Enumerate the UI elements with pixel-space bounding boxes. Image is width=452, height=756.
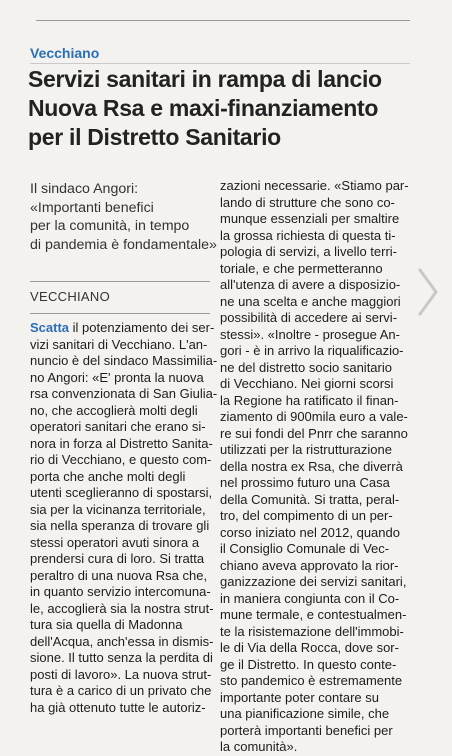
article-line: rsa convenzionata di San Giulia- (30, 386, 218, 401)
article-line: toriale, e che permetteranno (220, 260, 383, 276)
article-column-right (220, 178, 416, 756)
article-line: ne una scelta e anche maggiori (220, 293, 401, 309)
article-line: corso iniziato nel 2012, quando (220, 524, 400, 540)
article-line: ziamento di 900mila euro a vale- (220, 409, 408, 424)
article-line: nel prossimo futuro una Casa (220, 475, 390, 490)
article-column-left (30, 320, 218, 716)
byline-rule-bottom (30, 313, 210, 314)
article-line: il Consiglio Comunale di Vec- (220, 541, 390, 556)
article-line: zazioni necessarie. «Stiamo par- (220, 178, 409, 193)
headline-line: per il Distretto Sanitario (28, 124, 281, 150)
headline-line: Nuova Rsa e maxi-finanziamento (28, 95, 379, 121)
article-line: ha già ottenuto tutte le autoriz- (30, 699, 206, 715)
article-line: no Angori: «E' pronta la nuova (30, 369, 204, 385)
article-line: vizi sanitari di Vecchiano. L'an- (30, 336, 208, 352)
article-line: sia nella speranza di trovare gli (30, 518, 210, 533)
section-rule (30, 63, 410, 64)
next-page-chevron-icon[interactable] (412, 262, 442, 322)
article-line: nora in forza al Distretto Sanita- (30, 435, 213, 451)
subtitle-line: «Importanti benefici (30, 199, 154, 216)
article-line: porta che anche molti degli (30, 468, 186, 484)
article-line: utenti sceglieranno di spostarsi, (30, 485, 213, 500)
article-line: sia per la vicinanza territoriale, (30, 501, 206, 517)
headline-line: Servizi sanitari in rampa di lancio (28, 66, 382, 92)
article-line: ne del distretto socio sanitario (220, 359, 392, 375)
article-line: ge il Distretto. In questo conte- (220, 656, 397, 672)
subtitle-line: Il sindaco Angori: (30, 181, 139, 197)
page-top-margin (0, 0, 452, 36)
article-line: prendersi cura di loro. Si tratta (30, 551, 205, 566)
article-line: tura sia quella di Madonna (30, 617, 183, 632)
article-line: le, accoglierà sia la nostra strut- (30, 600, 214, 616)
article-line: della Comunità. Si tratta, peral- (220, 491, 400, 507)
article-line: tura è a carico di un privato che (30, 683, 212, 698)
article-line (30, 320, 215, 337)
subtitle-line: per la comunità, in tempo (30, 218, 190, 234)
article-line: rio di Vecchiano, e questo com- (30, 452, 212, 467)
article-line: gori - è in arrivo la riqualificazio- (220, 343, 404, 358)
article-line: nuncio è del sindaco Massimilia- (30, 353, 218, 368)
article-line: della nostra ex Rsa, che diverrà (220, 458, 403, 474)
article-line: pologia di servizi, a livello terri- (220, 244, 398, 259)
article-line: lando di strutture che sono co- (220, 194, 395, 210)
article-line: la grossa richiesta di questa ti- (220, 227, 396, 243)
article-line: possibilità di accedere ai servi- (220, 310, 398, 325)
article-line: te la risistemazione dell'immobi- (220, 623, 404, 639)
subtitle-line: di pandemia è fondamentale» (30, 236, 217, 253)
article-line: la Regione ha ratificato il finan- (220, 392, 399, 408)
article-line: tro, del compimento di un per- (220, 508, 393, 523)
article-line: chiano aveva approvato la rior- (220, 557, 399, 573)
byline-rule-top (30, 281, 210, 282)
article-line: ganizzazione dei servizi sanitari, (220, 574, 407, 589)
article-line: importante poter contare su (220, 689, 379, 705)
article-line: utilizzati per la ristrutturazione (220, 442, 392, 457)
lead-word: Scatta (30, 320, 70, 335)
article-line: no, che accoglierà molti degli (30, 402, 198, 418)
article-line: in quanto servizio intercomuna- (30, 584, 211, 599)
byline: VECCHIANO (30, 289, 110, 304)
article-line: stessi operatori avuti sinora a (30, 534, 200, 550)
article-line: una pianificazione simile, che (220, 706, 390, 721)
section-label: Vecchiano (30, 45, 100, 61)
article-line: munque essenziali per smaltire (220, 211, 400, 226)
article-line: operatori sanitari che erano si- (30, 419, 206, 434)
article-line: sto pandemico è estremamente (220, 673, 403, 688)
article-line: posti di lavoro». La nuova strut- (30, 666, 212, 682)
article-line: in maniera congiunta con il Co- (220, 590, 400, 606)
article-line: di Vecchiano. Nei giorni scorsi (220, 376, 394, 391)
article-line: all'utenza di avere a disposizio- (220, 277, 401, 292)
lead-rest: il potenziamento dei ser- (69, 320, 215, 335)
article-line: porterà importanti benefici per (220, 722, 393, 738)
article-line: re sui fondi del Pnrr che saranno (220, 425, 408, 441)
headline (28, 65, 423, 152)
article-line: sione. Il tutto senza la perdita di (30, 650, 213, 665)
top-rule (36, 20, 410, 21)
article-line: la comunità». (220, 739, 298, 754)
article-line: stessi». «Inoltre - prosegue An- (220, 326, 400, 342)
article-line: le di Via della Rocca, dove sor- (220, 640, 399, 655)
article-line: mune termale, e contestualmen- (220, 607, 407, 622)
subtitle (30, 180, 217, 254)
article-line: dell'Acqua, anch'essa in dismis- (30, 633, 214, 649)
article-line: peraltro di una nuova Rsa che, (30, 567, 208, 583)
